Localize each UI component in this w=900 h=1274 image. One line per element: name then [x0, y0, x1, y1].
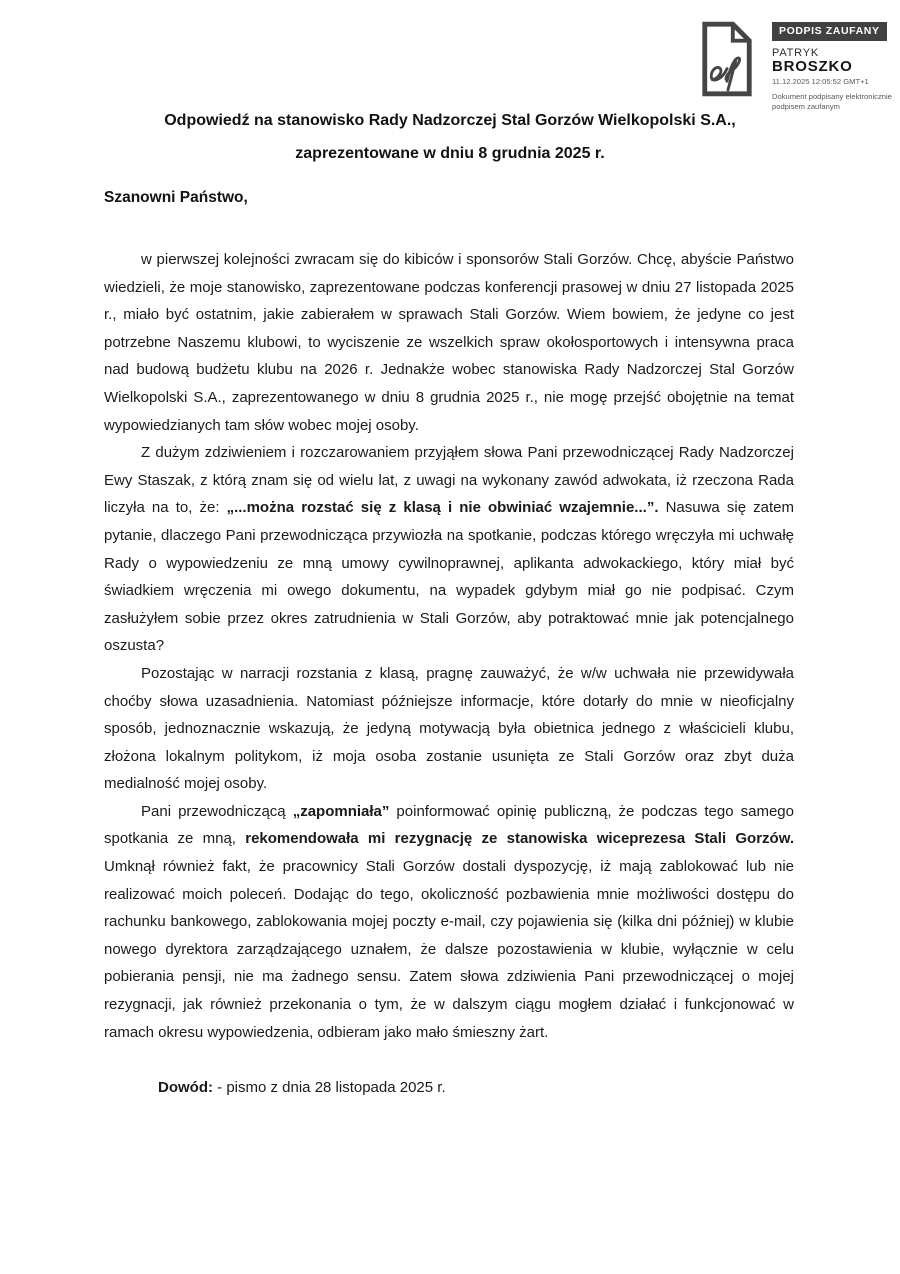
signature-stamp: [698, 20, 900, 113]
bold-text-run: „...można rozstać się z klasą i nie obwiniać wzajemnie...”.: [226, 499, 659, 517]
signer-last-name: BROSZKO: [772, 57, 853, 75]
document-body: [104, 246, 794, 1102]
bold-text-run: „zapomniała”: [292, 802, 390, 820]
bold-text-run: Dowód:: [158, 1079, 213, 1097]
signature-timestamp: 11.12.2025 12:05:52 GMT+1: [772, 77, 869, 86]
stamp-text-block: [772, 20, 900, 113]
document-title-line2: zaprezentowane w dniu 8 grudnia 2025 r.: [295, 145, 605, 162]
document-title: [0, 104, 900, 170]
stamp-badge: PODPIS ZAUFANY: [772, 22, 887, 41]
salutation: Szanowni Państwo,: [104, 189, 248, 206]
paragraph-4: [104, 798, 794, 1046]
text-run: w pierwszej kolejności zwracam się do kibiców i sponsorów Stali Gorzów. Chcę, abyście Państwo wiedzieli, że moje stanowisko, zaprezentowane podczas konferencji prasowej w dniu 27 listopada 2025 r., miało być ostatnim, jakie zabierałem w sprawach Stali Gorzów. Wiem bowiem, że jedyne co jest potrzebne Naszemu klubowi, to wyciszenie ze wszelkich spraw okołosportowych i intensywna praca nad budową budżetu klubu na 2026 r. Jednakże wobec stanowiska Rady Nadzorczej Stal Gorzów Wielkopolski S.A., zaprezentowanego w dniu 8 grudnia 2025 r., nie mogę przejść obojętnie na temat wypowiedzianych tam słów wobec mojej osoby.: [104, 251, 794, 434]
document-title-line1: Odpowiedź na stanowisko Rady Nadzorczej Stal Gorzów Wielkopolski S.A.,: [164, 112, 736, 129]
text-run: Umknął również fakt, że pracownicy Stali Gorzów dostali dyspozycję, iż mają zablokować lub nie realizować moich poleceń. Dodając do tego, okoliczność pozbawienia mnie możliwości dostępu do rachunku bankowego, zablokowania mojej poczty e-mail, czy pojawienia się (kilka dni później) w klubie nowego dyrektora zarządzającego uznałem, że dalsze pozostawienia w klubie, wyłącznie w celu pobierania pensji, nie ma żadnego sensu. Zatem słowa zdziwienia Pani przewodniczącej o mojej rezygnacji, jak również przekonania o tym, że w dalszym ciągu mogłem działać i funkcjonować w ramach okresu wypowiedzenia, odbieram jako mało śmieszny żart.: [104, 858, 794, 1041]
signature-note-line1: Dokument podpisany elektronicznie: [772, 92, 892, 101]
evidence-line: [104, 1074, 794, 1102]
paragraph-2: [104, 439, 794, 660]
text-run: Pozostając w narracji rozstania z klasą, pragnę zauważyć, że w/w uchwała nie przewidywała choćby słowa uzasadnienia. Natomiast późniejsze informacje, które dotarły do mnie w nieoficjalny sposób, jednoznacznie wskazują, że jedyną motywacją była obietnica jednego z właścicieli klubu, złożona lokalnym politykom, iż moja osoba zostanie usunięta ze Stali Gorzów oraz zbyt duża medialność mojej osoby.: [104, 664, 794, 793]
paragraph-3: [104, 660, 794, 798]
text-run: poinformować opinię publiczną, że podczas tego samego spotkania ze mną,: [104, 802, 794, 848]
text-run: Z dużym zdziwieniem i rozczarowaniem przyjąłem słowa Pani przewodniczącej Rady Nadzorczej Ewy Staszak, z którą znam się od wielu lat, z uwagi na wykonany zawód adwokata, iż rzeczona Rada liczyła na to, że:: [104, 444, 794, 517]
signature-note-line2: podpisem zaufanym: [772, 102, 840, 112]
text-run: Pani przewodniczącą: [141, 802, 293, 820]
signed-document-icon: [698, 20, 756, 98]
paragraph-1: [104, 246, 794, 439]
signer-first-name: PATRYK: [772, 46, 819, 59]
bold-text-run: rekomendowała mi rezygnację ze stanowiska wiceprezesa Stali Gorzów.: [245, 830, 795, 848]
text-run: - pismo z dnia 28 listopada 2025 r.: [212, 1079, 446, 1097]
text-run: Nasuwa się zatem pytanie, dlaczego Pani przewodnicząca przywiozła na spotkanie, podczas którego wręczyła mi uchwałę Rady o wypowiedzeniu ze mną umowy cywilnoprawnej, aplikanta adwokackiego, który miał być świadkiem wręczenia mi owego dokumentu, na wypadek gdybym miał go nie podpisać. Czym zasłużyłem sobie przez okres zatrudnienia w Stali Gorzów, aby potraktować mnie jak potencjalnego oszusta?: [104, 499, 794, 655]
